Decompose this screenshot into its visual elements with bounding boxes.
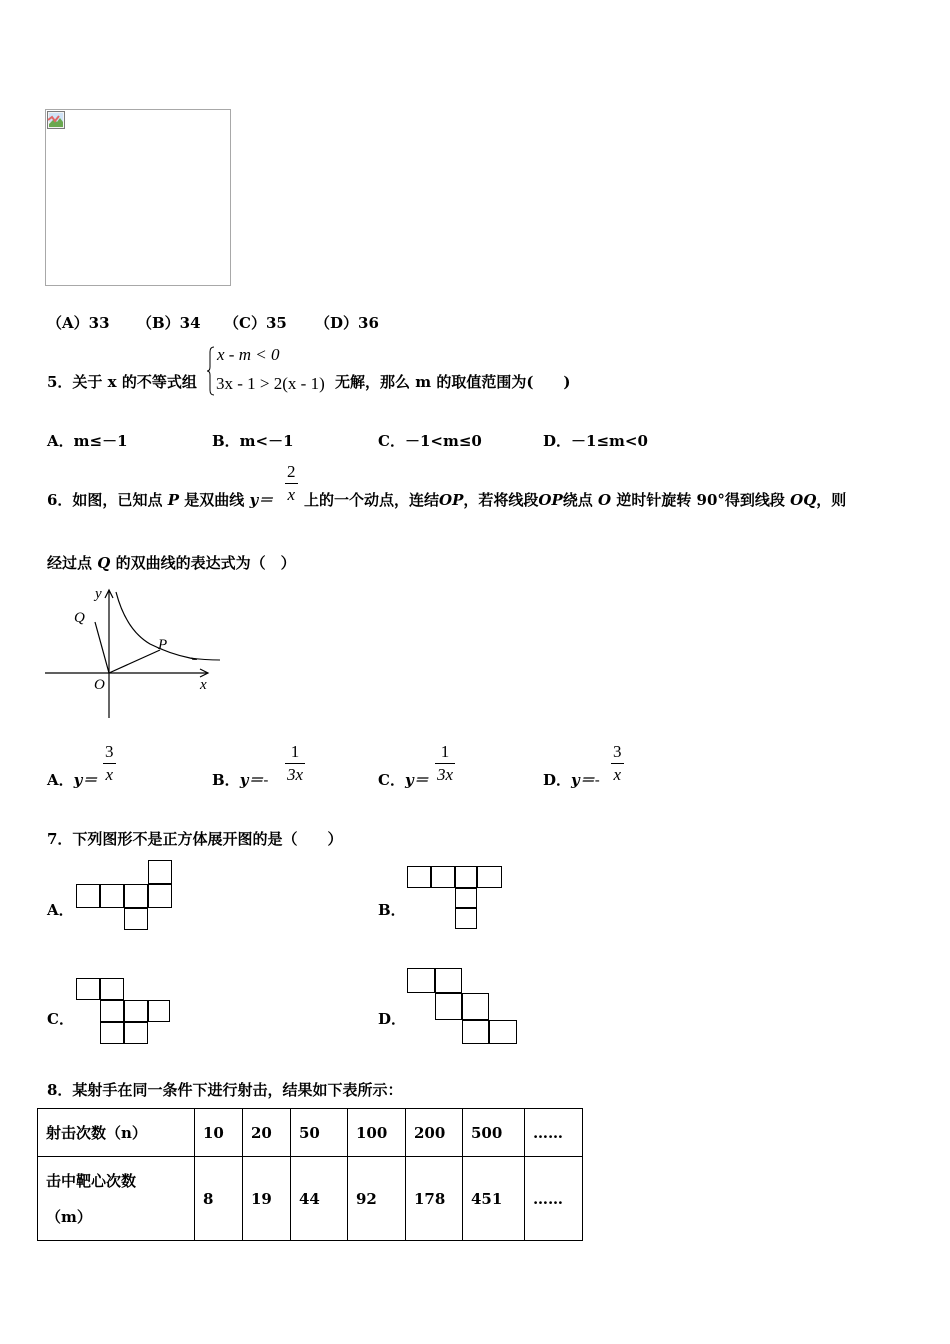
row2-header-line2: （m）: [46, 1207, 92, 1226]
q6-op2: OP: [538, 491, 563, 509]
net-square: [124, 908, 148, 930]
q6-stem-line2: [47, 552, 296, 573]
table-row: [38, 1157, 583, 1241]
q4-choice-a: （A）33: [47, 314, 110, 332]
net-square: [124, 884, 148, 908]
net-square: [76, 978, 100, 1000]
table-cell: 100: [348, 1109, 406, 1157]
q6-line2-rest: 的双曲线的表达式为（ ）: [115, 554, 296, 572]
q5-brace: [206, 346, 216, 396]
table-cell: 10: [195, 1109, 243, 1157]
q6-end: ，则: [816, 491, 847, 509]
net-square: [100, 1000, 124, 1022]
q6-choice-d-label: D．y＝-: [543, 771, 600, 789]
graph-label-p: P: [158, 637, 168, 653]
net-square: [435, 993, 462, 1020]
net-square: [431, 866, 455, 888]
table-cell: 44: [291, 1157, 348, 1241]
graph-label-x: x: [200, 677, 207, 693]
table-cell: ……: [525, 1157, 583, 1241]
q6-frac-bar: [285, 483, 298, 484]
q6-mid3: ，若将线段: [463, 491, 539, 509]
q5-system-line2: 3x - 1 > 2(x - 1): [216, 374, 325, 393]
q6-choice-d-fraction: 3 x: [613, 742, 622, 784]
hyperbola-curve: [116, 592, 197, 659]
row2-header-line1: 击中靶心次数: [46, 1171, 137, 1190]
net-square: [455, 888, 477, 908]
q6-mid4: 绕点: [562, 491, 593, 509]
q5-system-line1: x - m < 0: [217, 345, 280, 364]
graph-label-q: Q: [74, 610, 85, 626]
q5-choice-c: C．－1<m≤0: [378, 432, 482, 450]
q7-choice-d-label: D．: [378, 1010, 407, 1028]
q4-choice-c: （C）35: [224, 314, 287, 332]
table-row: [38, 1109, 583, 1157]
q6-point-o: O: [598, 491, 612, 509]
net-square: [100, 978, 124, 1000]
net-square: [76, 884, 100, 908]
table-cell: 500: [463, 1109, 525, 1157]
net-square: [148, 884, 172, 908]
q6-op: OP: [439, 491, 464, 509]
table-cell: 451: [463, 1157, 525, 1241]
net-square: [489, 1020, 517, 1044]
table-cell: 8: [195, 1157, 243, 1241]
table-cell: ……: [525, 1109, 583, 1157]
q6-choice-a-fraction: 3 x: [105, 742, 114, 784]
net-square: [100, 1022, 124, 1044]
q6-mid1: 是双曲线: [184, 491, 245, 509]
q6-mid2: 上的一个动点，连结: [304, 491, 440, 509]
table-cell: 178: [406, 1157, 463, 1241]
net-square: [435, 968, 462, 993]
net-square: [100, 884, 124, 908]
net-square: [462, 993, 489, 1020]
table-cell: 20: [243, 1109, 291, 1157]
q7-choice-b-label: B．: [378, 901, 406, 919]
net-square: [477, 866, 502, 888]
q4-choice-d: （D）36: [315, 314, 379, 332]
broken-image-icon: [47, 111, 65, 129]
graph-label-y: y: [95, 586, 102, 602]
net-square: [462, 1020, 489, 1044]
q6-line2: 经过点: [47, 554, 93, 572]
net-square: [455, 866, 477, 888]
q6-prefix: 6．如图，已知点: [47, 491, 163, 509]
segment-op: [109, 650, 160, 673]
q6-point-p: P: [167, 491, 179, 509]
net-square: [455, 908, 477, 929]
q6-choice-c-label: C．y＝: [378, 771, 429, 789]
q6-graph: [40, 582, 220, 722]
q7-stem: 7．下列图形不是正方体展开图的是（ ）: [47, 830, 343, 848]
net-square: [407, 968, 435, 993]
table-cell: 19: [243, 1157, 291, 1241]
q6-stem-line1: [47, 489, 273, 510]
q6-choice-a-label: A．y＝: [47, 771, 98, 789]
q6-choice-b-fraction: 1 3x: [287, 742, 304, 784]
net-square: [124, 1022, 148, 1044]
q8-results-table: [37, 1108, 583, 1241]
q5-choice-d: D．－1≤m<0: [543, 432, 648, 450]
q5-choice-b: B．m<－1: [212, 432, 294, 450]
table-cell: 50: [291, 1109, 348, 1157]
q6-stem-fraction: [285, 462, 298, 505]
q6-choice-c-fraction: 1 3x: [437, 742, 454, 784]
q7-choice-c-label: C．: [47, 1010, 74, 1028]
q6-stem-line1-rest: [304, 489, 846, 510]
q4-choice-b: （B）34: [137, 314, 201, 332]
table-header-cell: 射击次数（n）: [38, 1109, 195, 1157]
q8-stem: 8．某射手在同一条件下进行射击，结果如下表所示：: [47, 1081, 403, 1099]
segment-oq: [95, 622, 109, 673]
q6-mid5: 逆时针旋转 90°得到线段: [616, 491, 785, 509]
q6-point-q: Q: [97, 554, 111, 572]
net-square: [124, 1000, 148, 1022]
net-square: [407, 866, 431, 888]
table-header-cell: [38, 1157, 195, 1241]
q6-frac-num: 2: [287, 462, 296, 481]
q5-stem-prefix: 5．关于 x 的不等式组: [47, 373, 197, 391]
broken-image-placeholder: [45, 109, 231, 286]
q6-oq: OQ: [790, 491, 817, 509]
q6-y-eq: y＝: [249, 491, 274, 509]
q6-frac-den: x: [287, 485, 296, 504]
q5-stem-suffix: 无解，那么 m 的取值范围为( ): [335, 373, 571, 391]
q7-choice-a-label: A．: [47, 901, 74, 919]
graph-label-o: O: [94, 677, 105, 693]
net-square: [148, 1000, 170, 1022]
q5-choice-a: A．m≤－1: [47, 432, 128, 450]
table-cell: 200: [406, 1109, 463, 1157]
q6-choice-b-label: B．y＝-: [212, 771, 269, 789]
table-cell: 92: [348, 1157, 406, 1241]
net-square: [148, 860, 172, 884]
